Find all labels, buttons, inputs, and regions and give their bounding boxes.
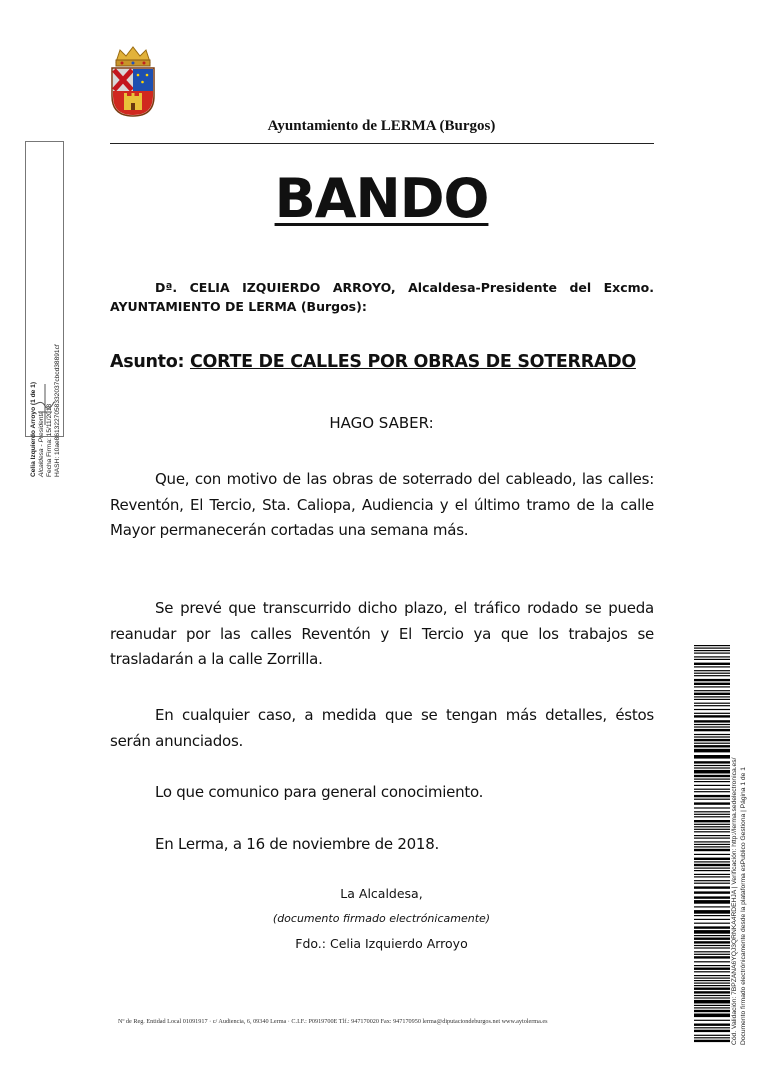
issuer-paragraph: Dª. CELIA IZQUIERDO ARROYO, Alcaldesa-Presidente del Excmo. AYUNTAMIENTO DE LERMA (Burgos): [110, 280, 654, 314]
subject-text: CORTE DE CALLES POR OBRAS DE SOTERRADO [189, 352, 636, 372]
institution-name: Ayuntamiento de LERMA (Burgos) [267, 118, 496, 134]
footer-contact-line: Nº de Reg. Entidad Local 01091917 · c/ Audiencia, 6, 09340 Lerma · C.I.F.: P0919700E Tlf.: 947170020 Fax: 947170950 lerma@diputaciondeburgos.net www.aytolerma.es [118, 1018, 548, 1025]
body-paragraph: En cualquier caso, a medida que se tengan más detalles, éstos serán anunciados. [110, 706, 654, 750]
stamp-date: Fecha Firma: 15/11/2018 [46, 403, 53, 477]
signature-stamp [25, 141, 64, 477]
stamp-hash: HASH: 10ae8613227058332037cbcd38891cf [54, 344, 61, 477]
body-paragraph: Lo que comunico para general conocimiento. [155, 783, 484, 801]
signature-note: (documento firmado electrónicamente) [272, 912, 491, 925]
validation-barcode-icon [694, 645, 730, 1043]
validation-line-1: Cód. Validación: 7BPZANA6YQJ3QRNKA4RDEHJA | Verificación: http://lerma.sedelectronica.es/ [731, 757, 738, 1045]
body-paragraph: Se prevé que transcurrido dicho plazo, el tráfico rodado se pueda reanudar por las calles Reventón y El Tercio ya que los trabajos se trasladarán a la calle Zorrilla. [110, 599, 654, 668]
announcement-heading: HAGO SABER: [329, 414, 434, 432]
subject-line [110, 352, 670, 372]
stamp-signer: Celia Izquierdo Arroyo (1 de 1) [30, 381, 37, 477]
validation-line-2: Documento firmado electrónicamente desde la plataforma esPublico Gestiona | Página 1 de 1 [739, 767, 747, 1045]
stamp-role: Alcaldesa - Presidenta [38, 411, 45, 477]
validation-text [731, 625, 748, 1045]
handwritten-signature-icon [32, 382, 58, 427]
signature-stamp-text [30, 237, 62, 477]
body-paragraph: Que, con motivo de las obras de soterrado del cableado, las calles: Reventón, El Tercio, Sta. Caliopa, Audiencia y el último tramo de la calle Mayor permanecerán cortadas una semana más. [110, 470, 654, 539]
subject-label: Asunto: [110, 352, 185, 372]
coat-of-arms-icon [108, 44, 158, 118]
date-place-line: En Lerma, a 16 de noviembre de 2018. [155, 835, 440, 853]
signature-role: La Alcaldesa, [340, 886, 423, 901]
header-divider [110, 143, 654, 144]
signature-name: Fdo.: Celia Izquierdo Arroyo [295, 936, 468, 951]
document-title: BANDO [274, 167, 489, 230]
